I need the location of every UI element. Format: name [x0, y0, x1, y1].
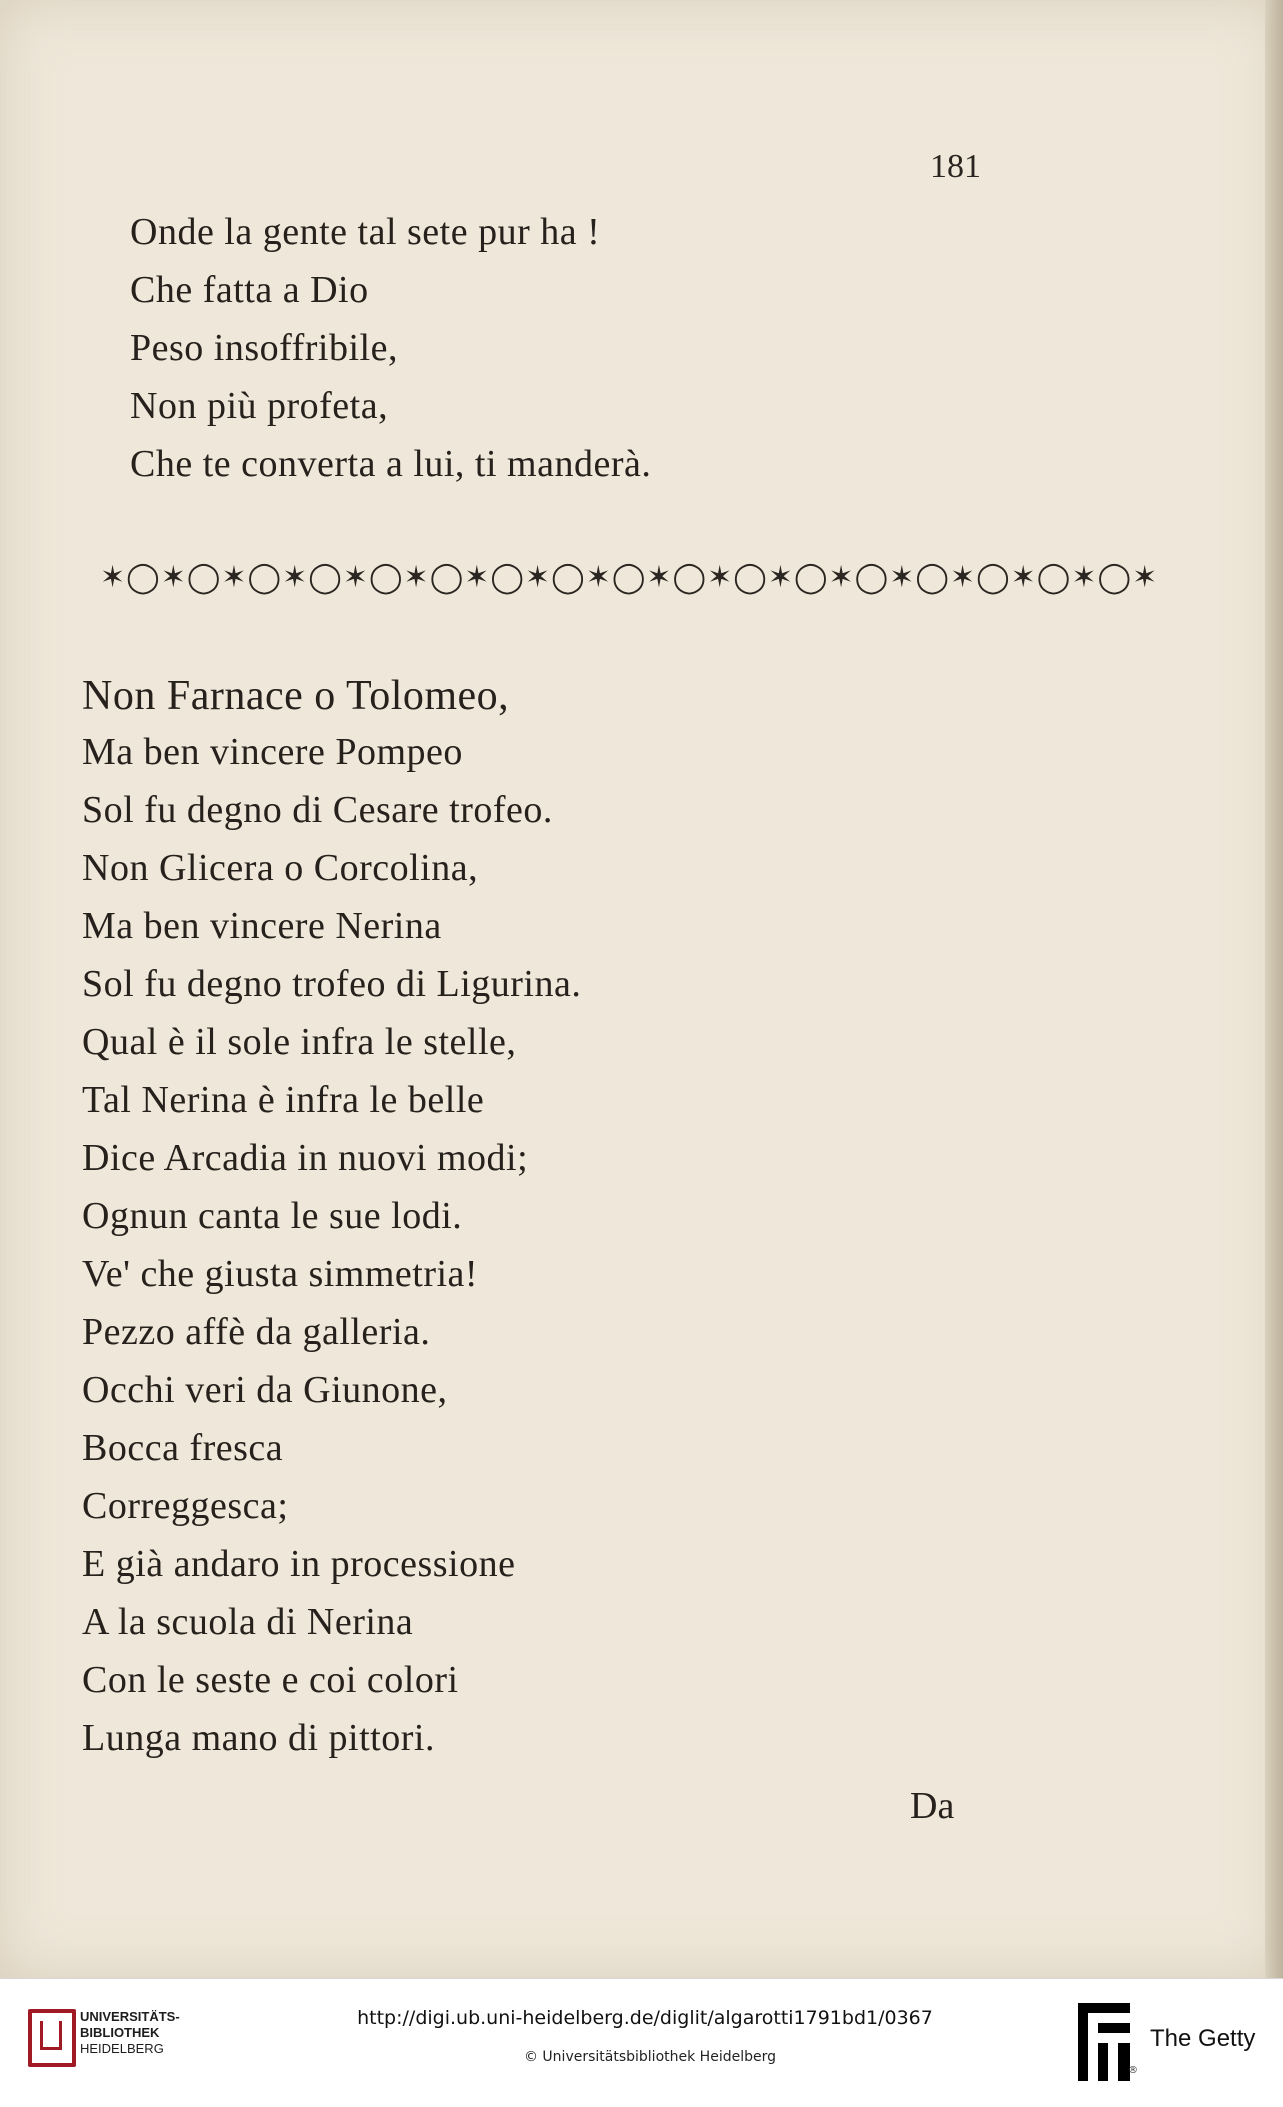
verse-line: Occhi veri da Giunone,	[82, 1369, 448, 1411]
viewer-footer	[0, 1978, 1283, 2107]
registered-mark: ®	[1128, 2065, 1138, 2076]
verse-line: Non più profeta,	[130, 385, 389, 427]
verse-line: E già andaro in processione	[82, 1543, 516, 1585]
verse-line: Correggesca;	[82, 1485, 289, 1527]
university-library-logo-icon	[28, 2009, 76, 2067]
verse-line: Non Glicera o Corcolina,	[82, 847, 479, 889]
verse-line: Che te converta a lui, ti manderà.	[130, 443, 652, 485]
verse-line: Tal Nerina è infra le belle	[82, 1079, 485, 1121]
verse-line: Non Farnace o Tolomeo,	[82, 673, 510, 719]
verse-line: Ve' che giusta simmetria!	[82, 1253, 479, 1295]
ornamental-divider: ✶◯✶◯✶◯✶◯✶◯✶◯✶◯✶◯✶◯✶◯✶◯✶◯✶◯✶◯✶◯✶◯✶◯✶	[100, 560, 1159, 595]
verse-line: A la scuola di Nerina	[82, 1601, 414, 1643]
page-edge	[1265, 0, 1283, 1978]
verse-line: Dice Arcadia in nuovi modi;	[82, 1137, 529, 1179]
copyright-notice: © Universitätsbibliothek Heidelberg	[523, 2049, 776, 2065]
permalink-url[interactable]: http://digi.ub.uni-heidelberg.de/diglit/algarotti1791bd1/0367	[357, 2007, 933, 2029]
page-number: 181	[930, 148, 981, 185]
verse-line: Con le seste e coi colori	[82, 1659, 459, 1701]
verse-line: Sol fu degno di Cesare trofeo.	[82, 789, 553, 831]
verse-line: Ma ben vincere Nerina	[82, 905, 442, 947]
verse-line: Lunga mano di pittori.	[82, 1717, 435, 1759]
verse-line: Ognun canta le sue lodi.	[82, 1195, 463, 1237]
verse-line: Onde la gente tal sete pur ha !	[130, 211, 601, 253]
catchword: Da	[910, 1785, 955, 1827]
verse-line: Che fatta a Dio	[130, 269, 369, 311]
verse-line: Ma ben vincere Pompeo	[82, 731, 463, 773]
partner-name: The Getty	[1150, 2025, 1256, 2052]
verse-line: Bocca fresca	[82, 1427, 284, 1469]
library-name-line: UNIVERSITÄTS-	[80, 2009, 180, 2024]
library-name-line: HEIDELBERG	[80, 2041, 164, 2056]
verse-line: Peso insoffribile,	[130, 327, 398, 369]
verse-line: Sol fu degno trofeo di Ligurina.	[82, 963, 582, 1005]
verse-line: Qual è il sole infra le stelle,	[82, 1021, 517, 1063]
library-name-line: BIBLIOTHEK	[80, 2025, 160, 2040]
library-name	[80, 2009, 180, 2057]
verse-line: Pezzo affè da galleria.	[82, 1311, 431, 1353]
getty-logo-icon	[1078, 2003, 1130, 2081]
